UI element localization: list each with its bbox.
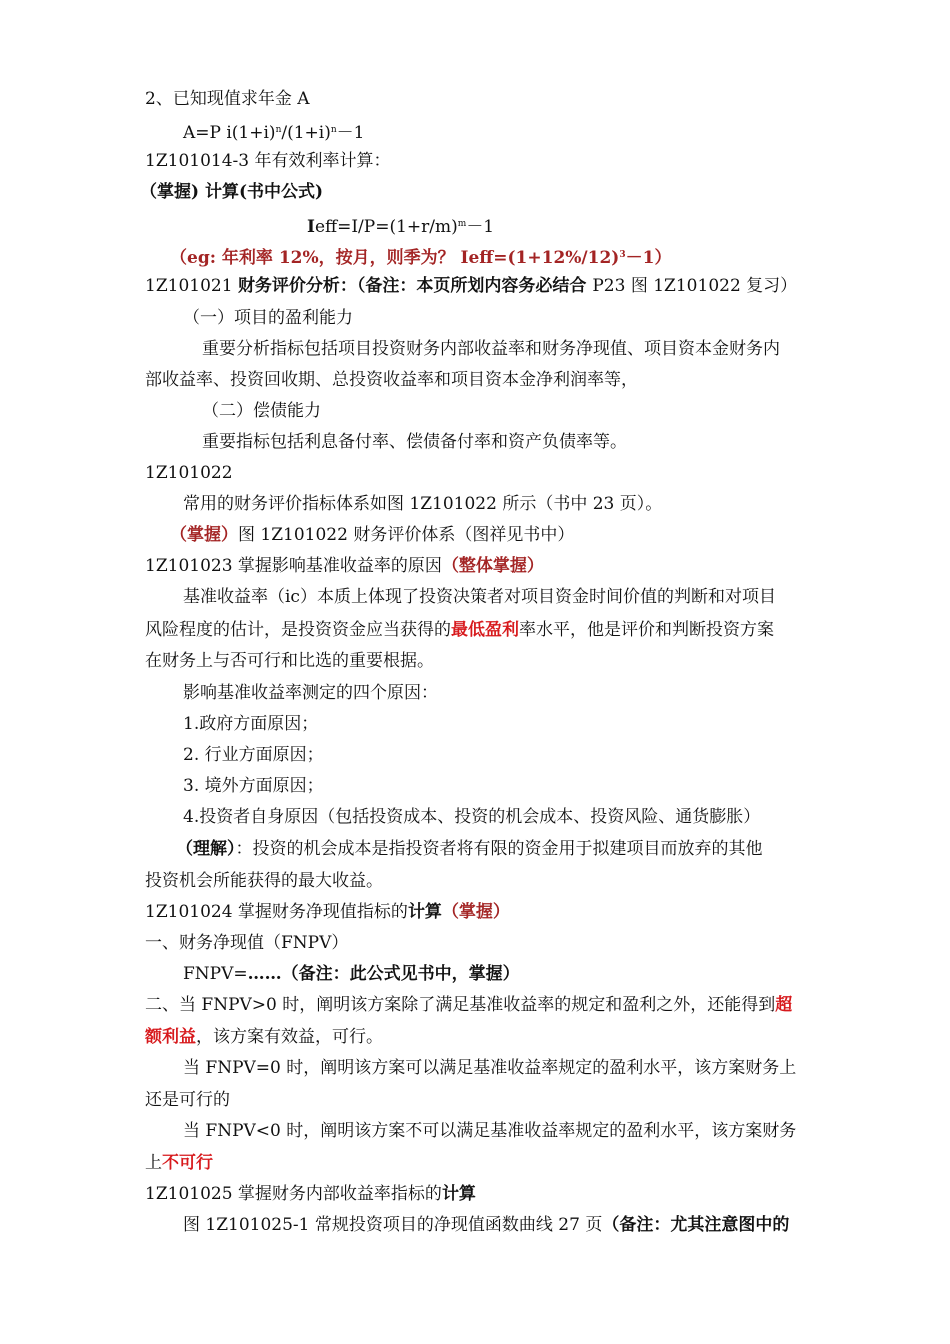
paragraph-profitability: 重要分析指标包括项目投资财务内部收益率和财务净现值、项目资本金财务内 <box>202 339 780 359</box>
heading-annuity-from-present-value: 2、已知现值求年金 A <box>145 89 310 109</box>
section-firr: 1Z101025 掌握财务内部收益率指标的计算 <box>145 1184 476 1204</box>
section-benchmark-rate: 1Z101023 掌握影响基准收益率的原因（整体掌握） <box>145 556 544 576</box>
list-item: 3. 境外方面原因； <box>183 776 324 796</box>
paragraph-fnpv-zero: 当 FNPV=0 时，阐明该方案可以满足基准收益率规定的盈利水平，该方案财务上 <box>183 1058 797 1078</box>
paragraph-profitability-cont: 部收益率、投资回收期、总投资收益率和项目资本金净利润率等， <box>145 370 638 390</box>
formula-fnpv: FNPV=……（备注：此公式见书中，掌握） <box>183 964 520 984</box>
formula-ieff: $Ieff=I/P=(1+r/m)^m-1$ <box>307 217 495 237</box>
paragraph-benchmark-3: 在财务上与否可行和比选的重要根据。 <box>145 651 434 671</box>
section-fnpv: 1Z101024 掌握财务净现值指标的计算（掌握） <box>145 902 510 922</box>
list-item: 1.政府方面原因； <box>183 714 319 734</box>
subheading-solvency: （二）偿债能力 <box>202 401 321 421</box>
list-heading-factors: 影响基准收益率测定的四个原因： <box>183 683 438 703</box>
paragraph-solvency: 重要指标包括利息备付率、偿债备付率和资产负债率等。 <box>202 432 627 452</box>
section-1Z101022: 1Z101022 <box>145 463 233 483</box>
paragraph-benchmark-1: 基准收益率（ic）本质上体现了投资决策者对项目资金时间价值的判断和对项目 <box>183 587 776 607</box>
note-indicator-figure: （掌握）图 1Z101022 财务评价体系（图祥见书中） <box>170 525 575 545</box>
paragraph-indicator-system: 常用的财务评价指标体系如图 1Z101022 所示（书中 23 页）。 <box>183 494 663 514</box>
paragraph-fnpv-negative: 当 FNPV<0 时，阐明该方案不可以满足基准收益率规定的盈利水平，该方案财务 <box>183 1121 797 1141</box>
section-effective-rate: 1Z101014-3 年有效利率计算： <box>145 151 391 171</box>
example-ieff: （eg: 年利率 12%，按月，则季为？ $Ieff=(1+12\%/12)^3-1$） <box>170 248 672 268</box>
heading-fnpv: 一、财务净现值（FNPV） <box>145 933 349 953</box>
paragraph-npv-curve: 图 1Z101025-1 常规投资项目的净现值函数曲线 27 页（备注：尤其注意图中的 <box>183 1215 790 1235</box>
paragraph-fnpv-positive-cont: 额利益，该方案有效益，可行。 <box>145 1027 383 1047</box>
list-item: 4.投资者自身原因（包括投资成本、投资的机会成本、投资风险、通货膨胀） <box>183 807 761 827</box>
note-opportunity-cost: （理解）：投资的机会成本是指投资者将有限的资金用于拟建项目而放弃的其他 <box>176 839 763 859</box>
section-financial-evaluation: 1Z101021 财务评价分析：（备注：本页所划内容务必结合 P23 图 1Z101022 复习） <box>145 276 798 296</box>
paragraph-benchmark-2: 风险程度的估计，是投资资金应当获得的最低盈利率水平，他是评价和判断投资方案 <box>145 620 774 640</box>
note-master-formula: （掌握) 计算(书中公式) <box>140 182 324 202</box>
paragraph-fnpv-positive: 二、当 FNPV>0 时，阐明该方案除了满足基准收益率的规定和盈利之外，还能得到超 <box>145 995 793 1015</box>
list-item: 2. 行业方面原因； <box>183 745 324 765</box>
subheading-profitability: （一）项目的盈利能力 <box>183 308 353 328</box>
paragraph-fnpv-zero-cont: 还是可行的 <box>145 1090 230 1110</box>
paragraph-fnpv-negative-cont: 上不可行 <box>145 1153 213 1173</box>
formula-annuity: A=P $i(1+i)^n/(1+i)^n-1$ <box>183 123 365 143</box>
note-opportunity-cost-cont: 投资机会所能获得的最大收益。 <box>145 871 383 891</box>
